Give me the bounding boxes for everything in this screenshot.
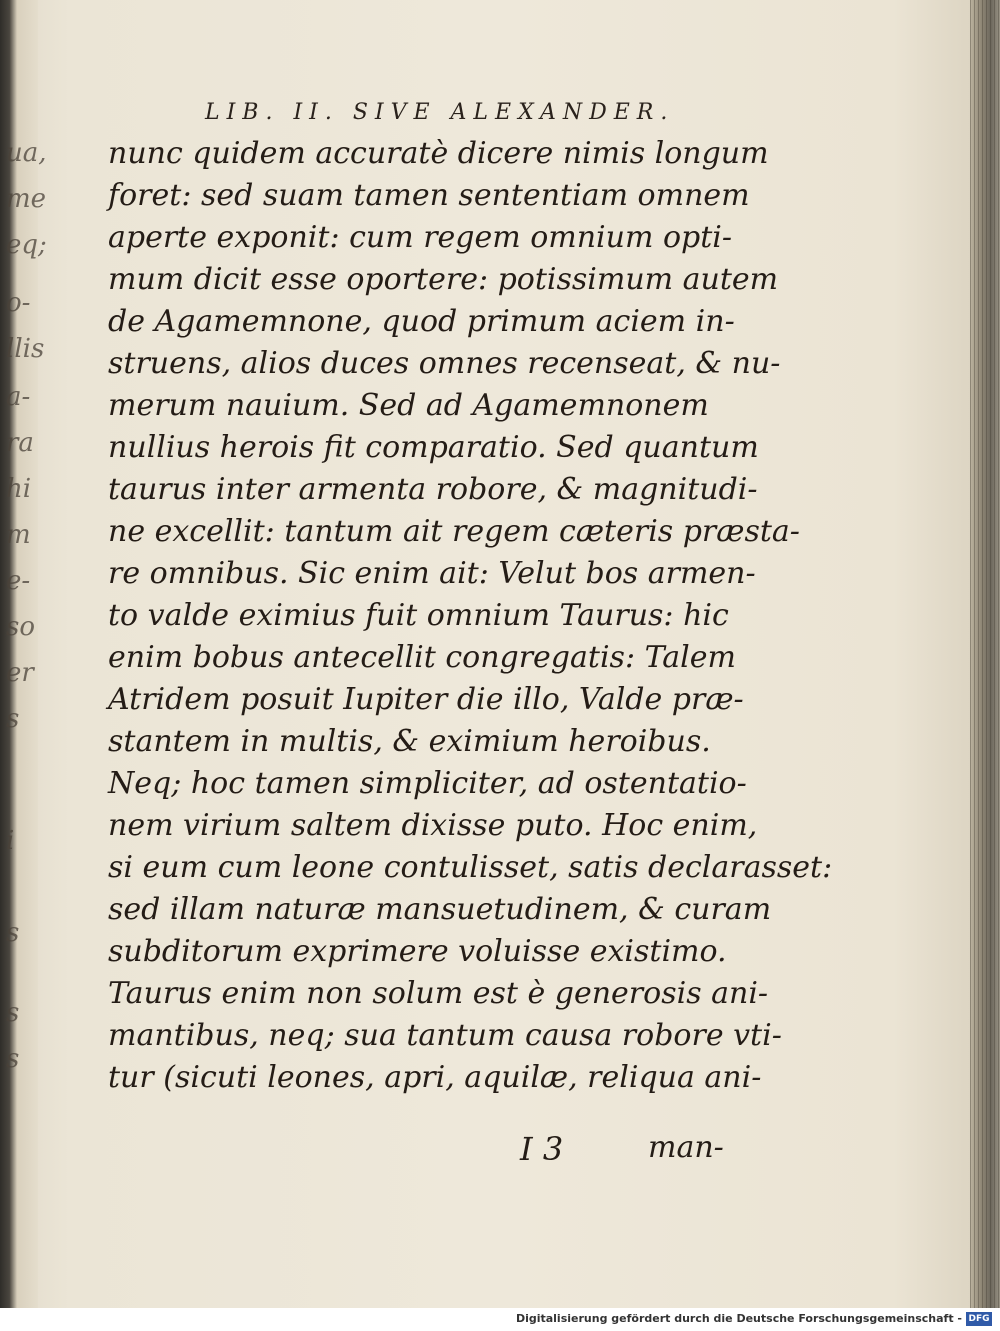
- text-line: subditorum exprimere voluisse existimo.: [108, 934, 727, 969]
- text-line: mantibus, neq; sua tantum causa robore vti-: [108, 1018, 782, 1053]
- text-line: de Agamemnone, quod primum aciem in-: [108, 304, 735, 339]
- funding-credit: Digitalisierung gefördert durch die Deutsche Forschungsgemeinschaft -: [515, 1312, 962, 1325]
- text-line: to valde eximius fuit omnium Taurus: hic: [108, 598, 729, 633]
- facing-page-bleed: i: [6, 826, 15, 856]
- facing-page-bleed: er: [6, 658, 34, 688]
- facing-page-bleed: s: [6, 704, 20, 734]
- text-line: tur (sicuti leones, apri, aquilæ, reliqua ani-: [108, 1060, 762, 1095]
- facing-page-bleed: llis: [6, 334, 45, 364]
- text-line: Taurus enim non solum est è generosis ani-: [108, 976, 769, 1011]
- facing-page-bleed: e-: [6, 566, 31, 596]
- facing-page-bleed: ua,: [6, 138, 47, 168]
- catchword: man-: [648, 1130, 724, 1165]
- facing-page-bleed: ra: [6, 428, 34, 458]
- text-line: Atridem posuit Iupiter die illo, Valde præ-: [108, 682, 744, 717]
- facing-page-bleed: hi: [6, 474, 32, 504]
- dfg-logo: DFG: [966, 1312, 992, 1326]
- text-line: re omnibus. Sic enim ait: Velut bos armen-: [108, 556, 756, 591]
- facing-page-bleed: s: [6, 918, 20, 948]
- facing-page-bleed: m: [6, 520, 31, 550]
- text-line: ne excellit: tantum ait regem cæteris præsta-: [108, 514, 800, 549]
- facing-page-bleed: me: [6, 184, 47, 214]
- signature-mark: I 3: [520, 1130, 564, 1168]
- text-line: enim bobus antecellit congregatis: Talem: [108, 640, 736, 675]
- text-line: struens, alios duces omnes recenseat, & nu-: [108, 346, 781, 381]
- facing-page-edge: [0, 0, 47, 1308]
- facing-page-bleed: s: [6, 998, 20, 1028]
- text-line: nem virium saltem dixisse puto. Hoc enim,: [108, 808, 758, 843]
- book-fore-edge: [970, 0, 1000, 1308]
- facing-page-bleed: o-: [6, 288, 31, 318]
- footer-bar: [0, 1308, 1000, 1331]
- page-header: [0, 100, 1000, 134]
- facing-page-bleed: a-: [6, 382, 31, 412]
- facing-page-bleed: eq;: [6, 230, 47, 260]
- text-line: sed illam naturæ mansuetudinem, & curam: [108, 892, 772, 927]
- text-line: stantem in multis, & eximium heroibus.: [108, 724, 711, 759]
- text-line: aperte exponit: cum regem omnium opti-: [108, 220, 733, 255]
- text-line: merum nauium. Sed ad Agamemnonem: [108, 388, 709, 423]
- text-line: taurus inter armenta robore, & magnitudi-: [108, 472, 758, 507]
- running-title: LIB. II. SIVE ALEXANDER.: [205, 100, 675, 125]
- text-line: mum dicit esse oportere: potissimum autem: [108, 262, 779, 297]
- text-line: foret: sed suam tamen sententiam omnem: [108, 178, 750, 213]
- text-line: Neq; hoc tamen simpliciter, ad ostentatio-: [108, 766, 747, 801]
- text-line: si eum cum leone contulisset, satis declarasset:: [108, 850, 833, 885]
- text-line: nunc quidem accuratè dicere nimis longum: [108, 136, 769, 171]
- fore-edge-texture: [970, 0, 1000, 1308]
- text-line: nullius herois fit comparatio. Sed quantum: [108, 430, 759, 465]
- facing-page-bleed: so: [6, 612, 35, 642]
- facing-page-bleed: s: [6, 1044, 20, 1074]
